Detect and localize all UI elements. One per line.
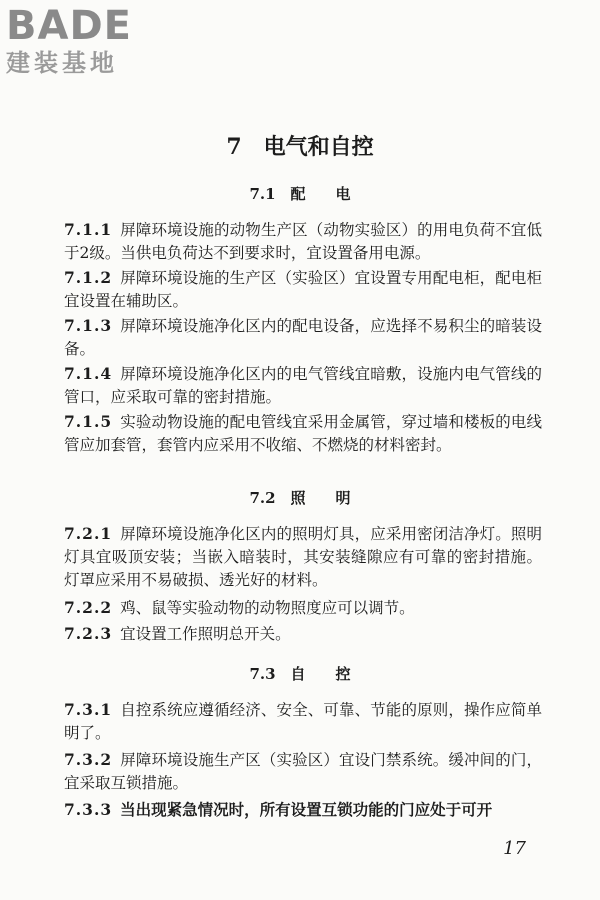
clause-7-2-1	[64, 522, 542, 592]
clause-7-3-1	[64, 698, 542, 745]
clause-number: 7.1.5	[64, 412, 113, 431]
clause-7-1-3	[64, 314, 542, 361]
clause-number: 7.2.3	[64, 624, 113, 643]
clause-number: 7.3.1	[64, 700, 113, 719]
clause-7-3-2	[64, 748, 542, 795]
section-title-7-1: 7.1 配 电	[249, 185, 351, 203]
clause-text: 屏障环境设施生产区（实验区）宜设门禁系统。缓冲间的门，宜采取互锁措施。	[64, 751, 542, 792]
clause-text: 当出现紧急情况时，所有设置互锁功能的门应处于可开	[120, 800, 493, 819]
clause-7-1-1	[64, 218, 542, 265]
clause-7-1-2	[64, 266, 542, 313]
page-number: 17	[503, 838, 526, 859]
bade-logo	[6, 4, 176, 78]
clause-text: 鸡、鼠等实验动物的动物照度应可以调节。	[120, 599, 415, 617]
clause-number: 7.2.1	[64, 524, 113, 543]
clause-number: 7.1.3	[64, 316, 113, 335]
section-title-7-2: 7.2 照 明	[249, 489, 351, 507]
clause-7-1-4	[64, 362, 542, 409]
clause-number: 7.3.2	[64, 750, 113, 769]
clause-7-2-3	[64, 622, 542, 646]
clause-number: 7.1.2	[64, 268, 113, 287]
section-title-7-3: 7.3 自 控	[249, 665, 351, 683]
clause-text: 屏障环境设施净化区内的配电设备，应选择不易积尘的暗装设备。	[64, 317, 542, 358]
clause-number: 7.3.3	[64, 800, 113, 819]
clause-text: 屏障环境设施净化区内的电气管线宜暗敷，设施内电气管线的管口，应采取可靠的密封措施。	[64, 365, 542, 406]
clause-text: 自控系统应遵循经济、安全、可靠、节能的原则，操作应简单明了。	[64, 701, 542, 742]
clause-text: 屏障环境设施的动物生产区（动物实验区）的用电负荷不宜低于2级。当供电负荷达不到要求时，宜设置备用电源。	[64, 221, 542, 262]
clause-text: 宜设置工作照明总开关。	[120, 625, 291, 643]
clause-number: 7.1.4	[64, 364, 113, 383]
clause-7-1-5	[64, 410, 542, 457]
logo-tagline: 建装基地	[6, 49, 118, 77]
clause-7-2-2	[64, 596, 542, 620]
chapter-title: 7 电气和自控	[226, 134, 374, 160]
clause-text: 屏障环境设施的生产区（实验区）宜设置专用配电柜，配电柜宜设置在辅助区。	[64, 269, 542, 310]
logo-brand: BADE	[6, 3, 132, 49]
clause-text: 屏障环境设施净化区内的照明灯具，应采用密闭洁净灯。照明灯具宜吸顶安装；当嵌入暗装时，其安装缝隙应有可靠的密封措施。灯罩应采用不易破损、透光好的材料。	[64, 525, 542, 589]
clause-text: 实验动物设施的配电管线宜采用金属管，穿过墙和楼板的电线管应加套管，套管内应采用不收缩、不燃烧的材料密封。	[64, 413, 542, 454]
clause-number: 7.2.2	[64, 598, 113, 617]
clause-7-3-3	[64, 798, 542, 822]
clause-number: 7.1.1	[64, 220, 113, 239]
